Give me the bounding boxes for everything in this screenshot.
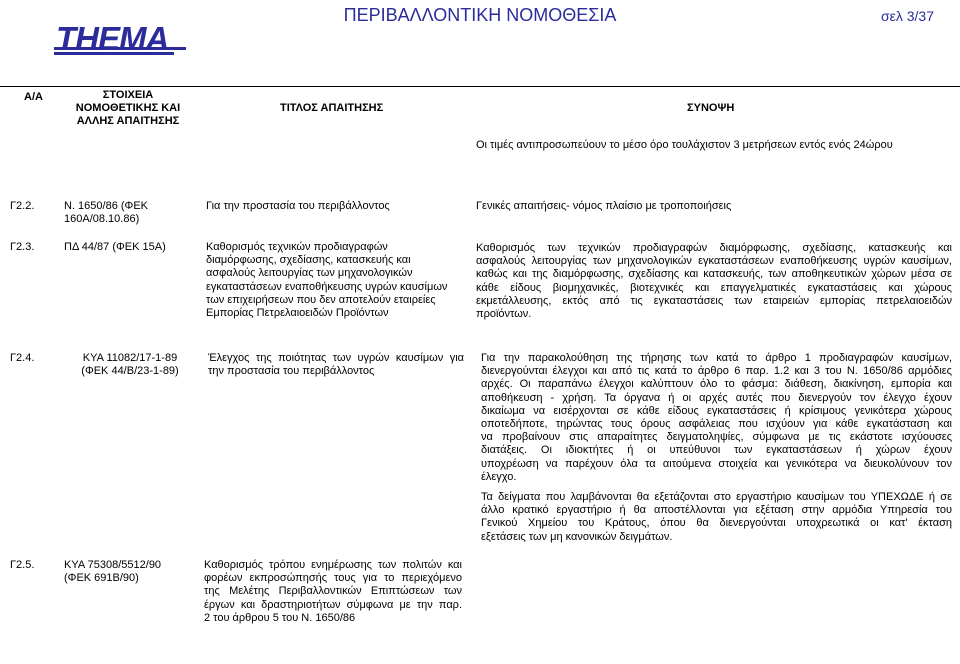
row-id: Γ2.2. — [10, 200, 35, 212]
col-header-num: Α/Α — [24, 91, 43, 103]
row-title: Καθορισμός τρόπου ενημέρωσης των πολιτών και φορέων εκπροσώπησής τους για το περιεχόμενο της Μελέτης Περιβαλλοντικών Επιπτώσεων των έργων και δραστηριοτήτων σύμφωνα με την παρ. 2 του άρθρου 5 του Ν. 1650/86 — [204, 559, 462, 624]
page-title: ΠΕΡΙΒΑΛΛΟΝΤΙΚΗ ΝΟΜΟΘΕΣΙΑ — [343, 5, 617, 25]
page-number: σελ 3/37 — [880, 8, 934, 24]
row-title: Έλεγχος της ποιότητας των υγρών καυσίμων για την προστασία του περιβάλλοντος — [208, 352, 464, 378]
col-header-source: ΣΤΟΙΧΕΙΑ ΝΟΜΟΘΕΤΙΚΗΣ ΚΑΙ ΑΛΛΗΣ ΑΠΑΙΤΗΣΗΣ — [75, 89, 181, 128]
row-summary: Γενικές απαιτήσεις- νόμος πλαίσιο με τροποποιήσεις — [476, 200, 732, 212]
logo-sub: LTD — [166, 55, 180, 62]
row-title: Για την προστασία του περιβάλλοντος — [206, 200, 390, 212]
col-header-title: ΤΙΤΛΟΣ ΑΠΑΙΤΗΣΗΣ — [280, 102, 384, 114]
logo-text: THEMA — [56, 20, 169, 57]
row-id: Γ2.5. — [10, 559, 35, 571]
measurement-note: Οι τιμές αντιπροσωπεύουν το μέσο όρο τουλάχιστον 3 μετρήσεων εντός ενός 24ώρου — [476, 139, 893, 151]
header-divider — [0, 86, 960, 87]
row-source: ΚΥΑ 75308/5512/90 (ΦΕΚ 691Β/90) — [64, 559, 162, 585]
thema-logo — [54, 20, 186, 62]
row-id: Γ2.4. — [10, 352, 35, 364]
col-header-summary: ΣΥΝΟΨΗ — [687, 102, 735, 114]
row-summary: Καθορισμός των τεχνικών προδιαγραφών διαμόρφωσης, σχεδίασης, κατασκευής και ασφαλούς λειτουργίας των μηχανολογικών εγκαταστάσεων εναποθήκευσης υγρών καυσίμων, καθώς και της διαμόρφωσης, σχεδίασης και κατασκευής, των αποθηκευτικών χώρων μέσα σε κάθε είδους βιομηχανικές, βιοτεχνικές και επαγγελματικές εγκαταστάσεις και χώρους εκμετάλλευσης, εκτός από τις εγκαταστάσεις των εταιρειών εμπορίας πετρελαιοειδών προϊόντων. — [476, 242, 952, 321]
row-source: ΚΥΑ 11082/17-1-89 (ΦΕΚ 44/Β/23-1-89) — [81, 352, 179, 378]
row-id: Γ2.3. — [10, 241, 35, 253]
row-source: ΠΔ 44/87 (ΦΕΚ 15Α) — [64, 241, 166, 253]
row-source: Ν. 1650/86 (ΦΕΚ 160Α/08.10.86) — [64, 200, 148, 226]
row-title: Καθορισμός τεχνικών προδιαγραφών διαμόρφωσης, σχεδίασης, κατασκευής και ασφαλούς λειτουργίας των μηχανολογικών εγκαταστάσεων εναποθήκευσης υγρών καυσίμων των επιχειρήσεων που δεν αποτελούν εταιρείες Εμπορίας Πετρελαιοειδών Προϊόντων — [206, 241, 448, 320]
row-summary: Για την παρακολούθηση της τήρησης των κατά το άρθρο 1 προδιαγραφών καυσίμων, διενεργούνται έλεγχοι και από τις κατά το άρθρο 6 παρ. 1.2 και 3 του Ν. 1650/86 αρμόδιες αρχές. Οι παραπάνω έλεγχοι καλύπτουν όλο το φάσμα: διάθεση, διακίνηση, εμπορία και αποθήκευση - χρήση. Τα όργανα ή οι αρχές αυτές που διενεργούν τον έλεγχο έχουν δικαίωμα να εισέρχονται σε κάθε είδους εγκαταστάσεις ή κρίσιμους γενικότερα χώρους οποτεδήποτε, τηρώντας τους όρους ασφάλειας που ισχύουν για κάθε εγκατάσταση και να προβαίνουν στις απαραίτητες δειγματοληψίες, σύμφωνα με τις εκάστοτε ισχύουσες διατάξεις. Οι ιδιοκτήτες ή οι υπεύθυνοι των εγκαταστάσεων ή χώρων έχουν υποχρέωση να παρέχουν όλα τα αιτούμενα στοιχεία και γενικότερα να διευκολύνουν τον έλεγχο. Τα δείγματα που λαμβάνονται θα εξετάζονται στο εργαστήριο καυσίμων του ΥΠΕΧΩΔΕ ή σε άλλο κρατικό εργαστήριο ή θα αποστέλλονται για εξέταση στην αρμόδια Υπηρεσία του Γενικού Χημείου του Κράτους, όπου θα διενεργούνται υποχρεωτικά οι κατ' έκταση εξετάσεις των μη κανονικών δειγμάτων. — [481, 352, 952, 543]
